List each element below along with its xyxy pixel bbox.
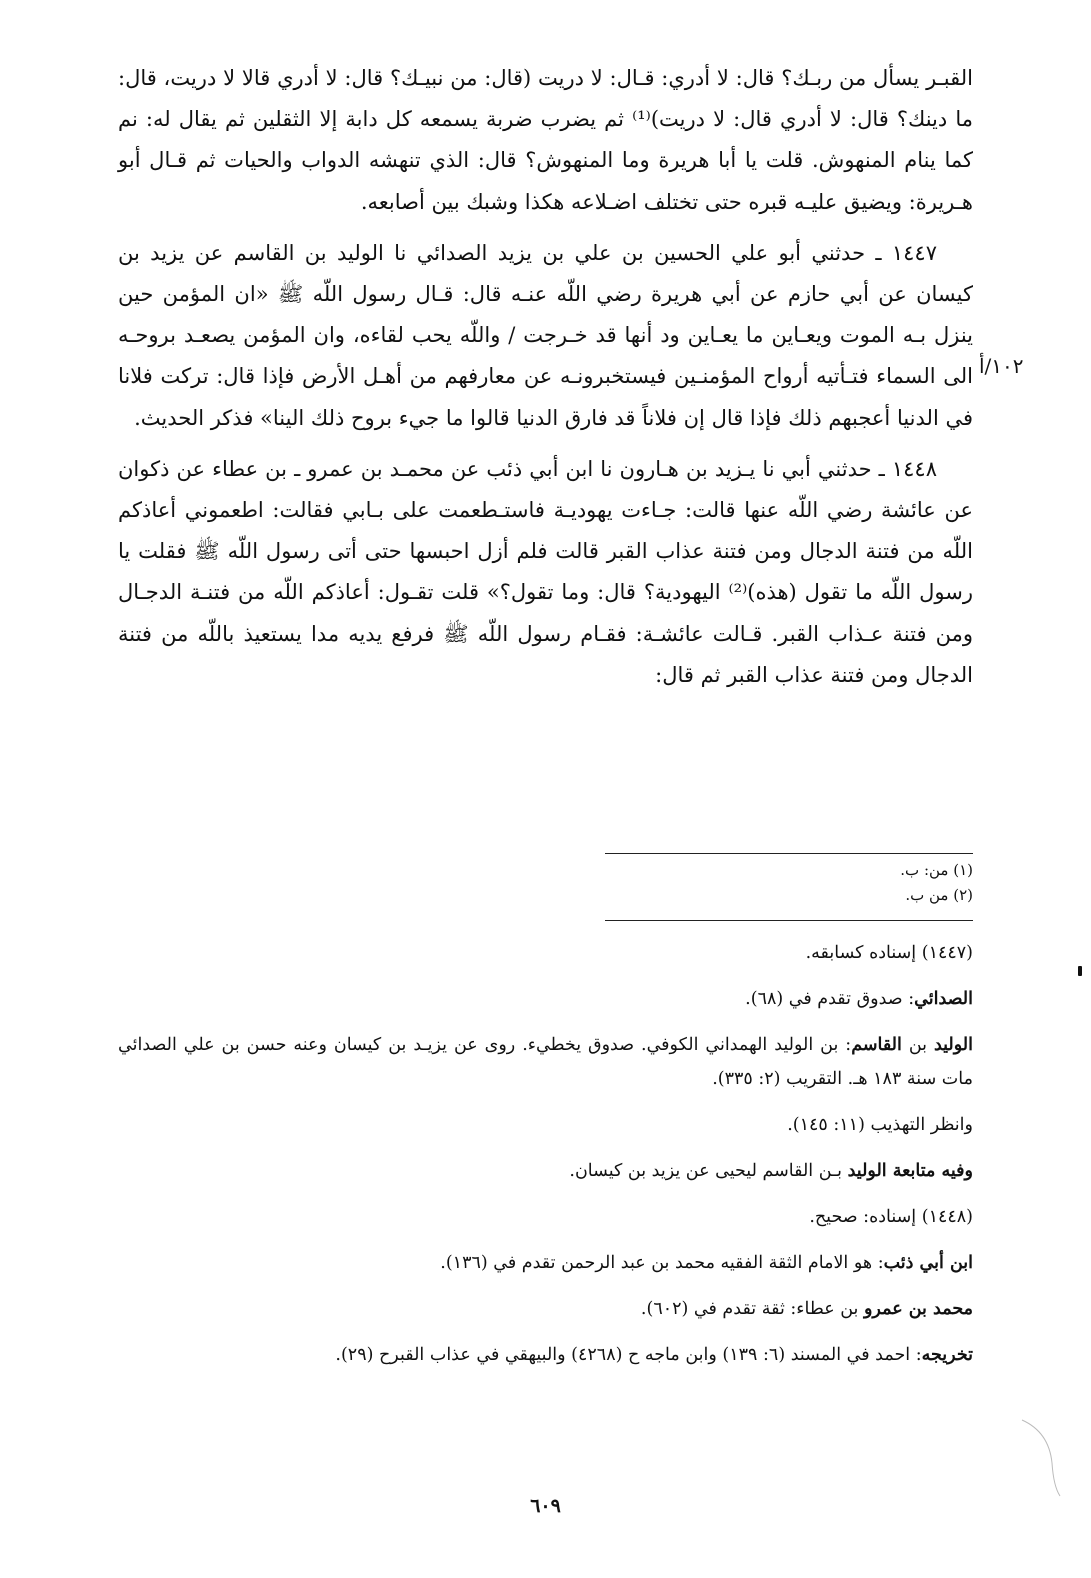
hadith-number-1448: ١٤٤٨ — [891, 456, 937, 481]
hadith-1448 — [118, 449, 973, 696]
narrator-name: الوليد — [933, 1035, 973, 1055]
commentary-1448-isnad: (١٤٤٨) إسناده: صحيح. — [809, 1207, 973, 1227]
hadith-number-1447: ١٤٤٧ — [891, 240, 937, 265]
commentary-takhrij: تخريجه: احمد في المسند (٦: ١٣٩) وابن ماجه ح (٤٢٦٨) والبيهقي في عذاب القبرح (٢٩). — [335, 1345, 973, 1365]
commentary-block — [118, 936, 973, 1384]
footnote-2: (٢) من ب. — [905, 886, 973, 904]
narrator-name: محمد بن عمرو — [863, 1299, 973, 1319]
scan-speck — [1078, 966, 1082, 976]
narrator-name: ابن أبي ذئب — [883, 1253, 973, 1273]
commentary-ibn-abi-dhib: ابن أبي ذئب: هو الامام الثقة الفقيه محمد بن عبد الرحمن تقدم في (١٣٦). — [440, 1253, 973, 1273]
commentary-sadai: الصدائي: صدوق تقدم في (٦٨). — [745, 989, 973, 1009]
main-text-block — [118, 58, 973, 696]
scan-artifact — [1020, 1418, 1070, 1498]
commentary-walid: الوليد بن القاسم: بن الوليد الهمداني الكوفي. صدوق يخطيء. روى عن يزيـد بن كيسان وعنه حسن بن علي الصدائي مات سنة ١٨٣ هـ. التقريب (٢: ٣٣٥). — [118, 1035, 973, 1089]
commentary-mutabaa: وفيه متابعة الوليد بـن القاسم ليحيى عن يزيد بن كيسان. — [569, 1161, 973, 1181]
commentary-1447-isnad: (١٤٤٧) إسناده كسابقه. — [805, 943, 973, 963]
commentary-muhammad-ibn-amr: محمد بن عمرو بن عطاء: ثقة تقدم في (٦٠٢). — [640, 1299, 973, 1319]
hadith-1447 — [118, 233, 973, 439]
footnotes — [573, 858, 973, 908]
narrator-name: الصدائي — [914, 989, 973, 1009]
page-number: ٦٠٩ — [530, 1495, 561, 1517]
narrator-name: القاسم — [851, 1035, 902, 1055]
hadith-text-1448: ـ حدثني أبي نا يـزيد بن هـارون نا ابن أبي ذئب عن محمـد بن عمرو ـ بن عطاء عن ذكوان عن عائشة رضي اللّه عنها قالت: جـاءت يهوديـة فاستـطعمت على بـابي فقالت: اطعموني أعاذكم اللّه من فتنة الدجال ومن فتنة عذاب القبر قالت فلم أزل احبسها حتى أتى رسول اللّه ﷺ فقلت يا رسول اللّه ما تقول (هذه)⁽²⁾ اليهودية؟ قال: وما تقول؟» قلت تقـول: أعاذكم اللّه من فتنـة الدجـال ومن فتنة عـذاب القبر. قـالت عائشـة: فقـام رسول اللّه ﷺ فرفع يديه مدا يستعيذ باللّه من فتنة الدجال ومن فتنة عذاب القبر ثم قال: — [118, 456, 974, 687]
commentary-heading: تخريجه — [921, 1345, 973, 1365]
commentary-tahdhib: وانظر التهذيب (١١: ١٤٥). — [787, 1115, 973, 1135]
footnote-1: (١) من: ب. — [900, 861, 973, 879]
manuscript-folio-note: ١٠٢/أ — [979, 354, 1024, 378]
footnote-divider — [605, 853, 973, 854]
commentary-divider — [605, 920, 973, 921]
commentary-heading: وفيه متابعة الوليد — [847, 1161, 973, 1181]
hadith-text-1447: ـ حدثني أبو علي الحسين بن علي بن يزيد الصدائي نا الوليد بن القاسم عن يزيد بن كيسان عن أبي حازم عن أبي هريرة رضي اللّه عنـه قال: قـال رسول اللّه ﷺ «ان المؤمن حين ينزل بـه الموت ويعـاين ما يعـاين ود أنها قد خـرجت / واللّه يحب لقاءه، وان المؤمن يصعـد بروحـه الى السماء فتـأتيه أرواح المؤمنـين فيستخبرونـه عن معارفهم من أهـل الأرض فإذا قال: تركت فلانا في الدنيا أعجبهم ذلك فإذا قال إن فلاناً قد فارق الدنيا قالوا ما جيء بروح ذلك الينا» فذكر الحديث. — [118, 240, 973, 430]
main-paragraph-continuation: القبـر يسأل من ربـك؟ قال: لا أدري: قـال: لا دريت (قال: من نبيـك؟ قال: لا أدري قالا لا دريت، قال: ما دينك؟ قال: لا أدري قال: لا دريت)⁽¹⁾ ثم يضرب ضربة يسمعه كل دابة إلا الثقلين ثم يقال له: نم كما ينام المنهوش. قلت يا أبا هريرة وما المنهوش؟ قال: الذي تنهشه الدواب والحيات ثم قـال أبو هـريرة: ويضيق عليـه قبره حتى تختلف اضـلاعه هكذا وشبك بين أصابعه. — [118, 66, 973, 214]
